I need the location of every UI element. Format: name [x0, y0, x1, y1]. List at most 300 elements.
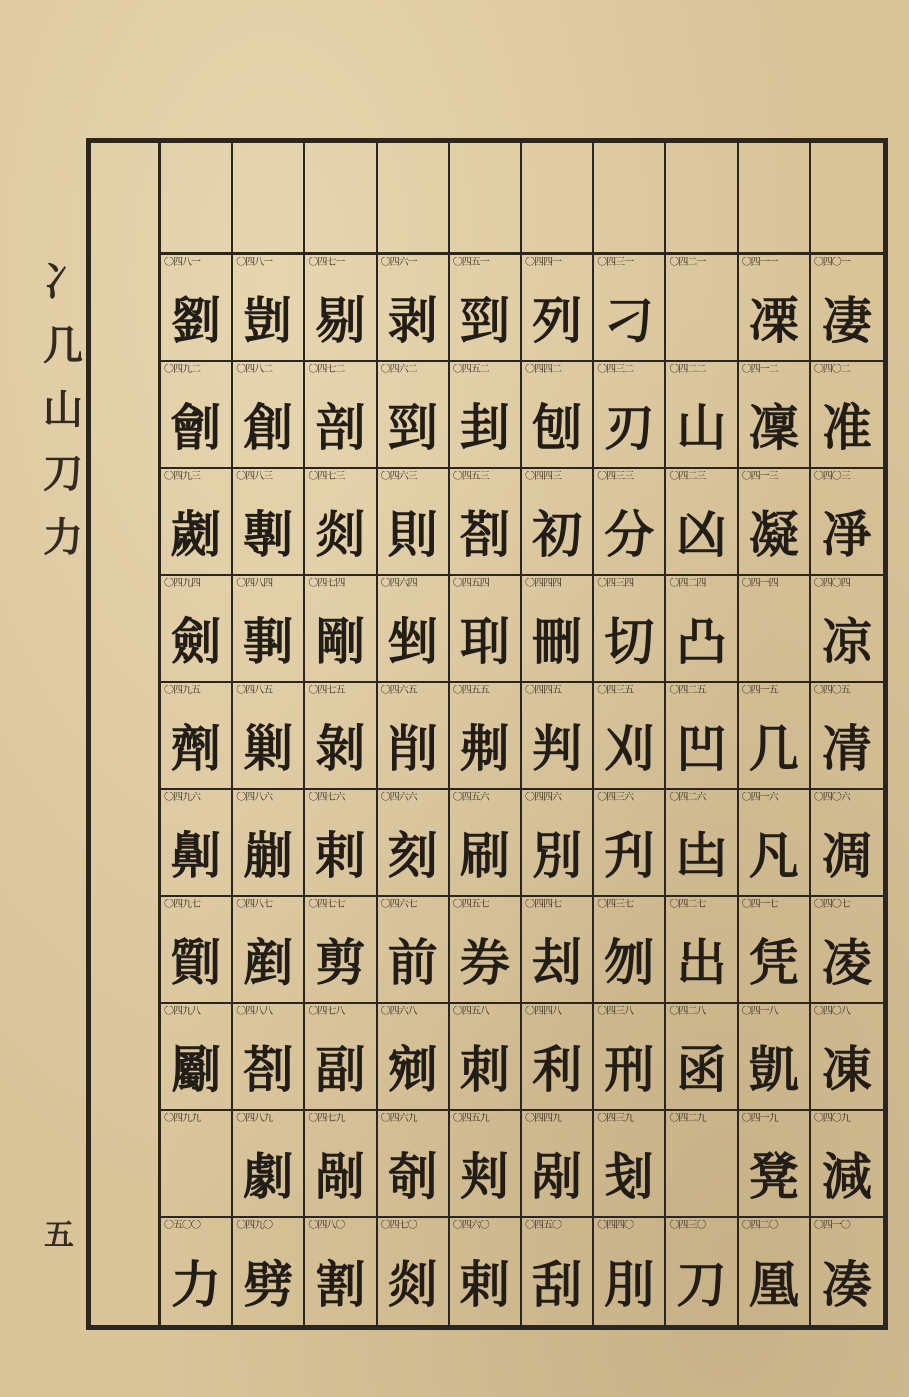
- character-cell: [233, 362, 305, 469]
- header-cell: [522, 143, 594, 252]
- telegraph-code-label: 〇四〇四: [813, 578, 850, 589]
- margin-radical-index: [38, 250, 88, 570]
- telegraph-code-label: 〇四〇一: [813, 257, 850, 268]
- telegraph-code-label: 〇四二七: [669, 899, 706, 910]
- character-cell: [594, 897, 666, 1004]
- telegraph-code-label: 〇四九五: [164, 685, 200, 696]
- character-glyph: 前: [387, 933, 438, 992]
- telegraph-code-label: 〇四三一: [597, 257, 634, 268]
- telegraph-code-label: 〇四二〇: [741, 1220, 778, 1231]
- character-glyph: 副: [315, 1040, 366, 1099]
- header-cell: [161, 143, 233, 252]
- character-cell: [666, 897, 738, 1004]
- character-glyph: 凷: [676, 826, 727, 885]
- character-glyph: 凊: [821, 719, 872, 778]
- character-cell: [739, 790, 811, 897]
- telegraph-code-label: 〇四五四: [452, 578, 489, 589]
- character-glyph: 刲: [459, 398, 510, 457]
- character-cell: [450, 683, 522, 790]
- telegraph-code-label: 〇四四一: [524, 257, 561, 268]
- character-glyph: 刨: [532, 398, 583, 457]
- character-glyph: 劉: [171, 291, 222, 350]
- character-glyph: 劈: [243, 1255, 294, 1314]
- header-cell: [811, 143, 883, 252]
- character-glyph: 刮: [532, 1255, 583, 1314]
- character-cell: [739, 1111, 811, 1218]
- telegraph-code-label: 〇四八九: [236, 1113, 273, 1124]
- character-cell: [233, 1004, 305, 1111]
- character-cell: [666, 576, 738, 683]
- character-cell: [522, 362, 594, 469]
- character-glyph: 刷: [459, 826, 510, 885]
- character-glyph: 剚: [243, 612, 294, 671]
- character-glyph: 刜: [459, 719, 510, 778]
- character-glyph: [161, 1131, 231, 1214]
- margin-radical-mountain: 山: [43, 386, 83, 433]
- telegraph-code-label: 〇四四八: [524, 1006, 561, 1017]
- telegraph-code-label: 〇四九七: [164, 899, 200, 910]
- character-cell: [450, 897, 522, 1004]
- character-cell: [233, 1218, 305, 1325]
- telegraph-code-label: 〇四四〇: [597, 1220, 634, 1231]
- telegraph-code-label: 〇四七九: [308, 1113, 345, 1124]
- telegraph-code-label: 〇四一二: [741, 364, 778, 375]
- character-cell: [450, 576, 522, 683]
- character-cell: [666, 469, 738, 576]
- character-glyph: 剸: [243, 505, 294, 564]
- telegraph-code-label: 〇四六一: [380, 257, 417, 268]
- character-cell: [522, 683, 594, 790]
- character-cell: [811, 1218, 883, 1325]
- character-glyph: 函: [676, 1040, 727, 1099]
- character-glyph: 刪: [532, 612, 583, 671]
- telegraph-code-label: 〇四二五: [669, 685, 706, 696]
- character-cell: [739, 362, 811, 469]
- character-cell: [811, 362, 883, 469]
- margin-radical-table: 几: [43, 322, 83, 369]
- character-cell: [305, 255, 377, 362]
- character-cell: [378, 1004, 450, 1111]
- character-glyph: [739, 596, 809, 679]
- character-glyph: 几: [748, 719, 799, 778]
- telegraph-code-label: 〇四九六: [164, 792, 200, 803]
- telegraph-code-label: 〇四四四: [524, 578, 561, 589]
- telegraph-code-label: 〇四八二: [236, 364, 273, 375]
- character-cell: [666, 790, 738, 897]
- character-glyph: 判: [532, 719, 583, 778]
- character-glyph: 凶: [676, 505, 727, 564]
- character-glyph: 剖: [315, 398, 366, 457]
- telegraph-code-label: 〇四〇六: [813, 792, 850, 803]
- character-glyph: 出: [676, 933, 727, 992]
- character-glyph: 刋: [604, 826, 655, 885]
- character-glyph: 列: [532, 291, 583, 350]
- character-glyph: 剌: [459, 1255, 510, 1314]
- telegraph-code-label: 〇四八六: [236, 792, 273, 803]
- telegraph-code-label: 〇四〇八: [813, 1006, 850, 1017]
- character-glyph: 刀: [676, 1255, 727, 1314]
- character-glyph: 凰: [748, 1255, 799, 1314]
- telegraph-code-label: 〇四六四: [380, 578, 417, 589]
- character-cell: [811, 469, 883, 576]
- telegraph-code-label: 〇四九九: [164, 1113, 200, 1124]
- character-cell: [378, 1218, 450, 1325]
- telegraph-code-label: 〇四五〇: [524, 1220, 561, 1231]
- telegraph-code-label: 〇四三九: [597, 1113, 634, 1124]
- character-cell: [811, 897, 883, 1004]
- character-cell: [305, 790, 377, 897]
- character-glyph: 切: [604, 612, 655, 671]
- character-cell: [161, 683, 233, 790]
- character-glyph: 准: [821, 398, 872, 457]
- character-glyph: 凱: [748, 1040, 799, 1099]
- character-glyph: 刾: [459, 1147, 510, 1206]
- character-glyph: 力: [171, 1255, 222, 1314]
- character-glyph: 剡: [315, 505, 366, 564]
- character-glyph: 剄: [387, 398, 438, 457]
- character-cell: [522, 790, 594, 897]
- character-glyph: 減: [821, 1147, 872, 1206]
- character-glyph: 刖: [604, 1255, 655, 1314]
- character-cell: [233, 469, 305, 576]
- character-cell: [450, 469, 522, 576]
- character-cell: [666, 362, 738, 469]
- telegraph-code-label: 〇四三二: [597, 364, 634, 375]
- telegraph-code-label: 〇四九二: [164, 364, 200, 375]
- character-glyph: 刺: [459, 1040, 510, 1099]
- telegraph-code-label: 〇四四九: [524, 1113, 561, 1124]
- telegraph-code-label: 〇四九八: [164, 1006, 200, 1017]
- telegraph-code-label: 〇四八一: [236, 257, 273, 268]
- telegraph-code-label: 〇四九〇: [236, 1220, 273, 1231]
- character-code-table: [86, 138, 888, 1330]
- character-cell: [161, 362, 233, 469]
- telegraph-code-label: 〇四一九: [741, 1113, 778, 1124]
- header-cell: [739, 143, 811, 252]
- character-glyph: [666, 1131, 736, 1214]
- telegraph-code-label: 〇四六二: [380, 364, 417, 375]
- character-glyph: 剞: [387, 1147, 438, 1206]
- character-cell: [378, 255, 450, 362]
- character-grid: [161, 255, 883, 1325]
- telegraph-code-label: 〇四七七: [308, 899, 345, 910]
- character-cell: [450, 255, 522, 362]
- telegraph-code-label: 〇四〇五: [813, 685, 850, 696]
- character-cell: [594, 683, 666, 790]
- telegraph-code-label: 〇四二一: [669, 257, 706, 268]
- character-glyph: 凄: [821, 291, 872, 350]
- character-cell: [161, 1004, 233, 1111]
- character-cell: [811, 255, 883, 362]
- character-cell: [305, 897, 377, 1004]
- character-cell: [378, 362, 450, 469]
- character-glyph: 利: [532, 1040, 583, 1099]
- telegraph-code-label: 〇四五七: [452, 899, 489, 910]
- character-cell: [450, 1004, 522, 1111]
- character-glyph: 別: [532, 826, 583, 885]
- character-cell: [161, 576, 233, 683]
- page-number: 五: [44, 1218, 74, 1253]
- character-glyph: 凹: [676, 719, 727, 778]
- character-cell: [811, 683, 883, 790]
- telegraph-code-label: 〇四九三: [164, 471, 200, 482]
- table-left-margin-column: [91, 143, 161, 1325]
- character-cell: [305, 576, 377, 683]
- character-glyph: 凍: [821, 1040, 872, 1099]
- character-cell: [522, 469, 594, 576]
- telegraph-code-label: 〇四二四: [669, 578, 706, 589]
- character-cell: [811, 1004, 883, 1111]
- margin-radical-power: 力: [43, 514, 83, 561]
- telegraph-code-label: 〇四八七: [236, 899, 273, 910]
- character-cell: [594, 469, 666, 576]
- character-cell: [233, 255, 305, 362]
- character-glyph: 凌: [821, 933, 872, 992]
- character-cell: [594, 255, 666, 362]
- character-cell: [161, 1218, 233, 1325]
- character-glyph: 凡: [748, 826, 799, 885]
- telegraph-code-label: 〇四六五: [380, 685, 417, 696]
- margin-radical-ice: 冫: [43, 258, 83, 305]
- telegraph-code-label: 〇四六九: [380, 1113, 417, 1124]
- telegraph-code-label: 〇四七一: [308, 257, 345, 268]
- character-cell: [378, 1111, 450, 1218]
- character-glyph: 剜: [387, 1040, 438, 1099]
- character-glyph: 創: [243, 398, 294, 457]
- telegraph-code-label: 〇四三五: [597, 685, 634, 696]
- character-cell: [233, 790, 305, 897]
- telegraph-code-label: 〇四六七: [380, 899, 417, 910]
- telegraph-code-label: 〇四三六: [597, 792, 634, 803]
- character-cell: [378, 790, 450, 897]
- character-cell: [811, 576, 883, 683]
- telegraph-code-label: 〇四八八: [236, 1006, 273, 1017]
- character-cell: [739, 897, 811, 1004]
- telegraph-code-label: 〇四二三: [669, 471, 706, 482]
- telegraph-code-label: 〇四〇三: [813, 471, 850, 482]
- character-cell: [666, 1004, 738, 1111]
- telegraph-code-label: 〇四四六: [524, 792, 561, 803]
- telegraph-code-label: 〇四五五: [452, 685, 489, 696]
- character-glyph: 剴: [243, 291, 294, 350]
- character-glyph: 劊: [171, 398, 222, 457]
- character-glyph: 凭: [748, 933, 799, 992]
- character-glyph: 剐: [532, 1147, 583, 1206]
- telegraph-code-label: 〇四八三: [236, 471, 273, 482]
- character-glyph: 刃: [604, 398, 655, 457]
- character-glyph: 刵: [459, 612, 510, 671]
- character-cell: [666, 1218, 738, 1325]
- header-cell: [233, 143, 305, 252]
- telegraph-code-label: 〇四一四: [741, 578, 778, 589]
- telegraph-code-label: 〇四六六: [380, 792, 417, 803]
- telegraph-code-label: 〇四七八: [308, 1006, 345, 1017]
- character-cell: [811, 790, 883, 897]
- header-cell: [594, 143, 666, 252]
- character-cell: [450, 362, 522, 469]
- character-glyph: 剳: [459, 505, 510, 564]
- character-glyph: 劚: [171, 1040, 222, 1099]
- telegraph-code-label: 〇四七六: [308, 792, 345, 803]
- character-cell: [522, 1004, 594, 1111]
- character-glyph: 剔: [315, 291, 366, 350]
- character-glyph: 剿: [243, 719, 294, 778]
- character-glyph: 剥: [387, 291, 438, 350]
- character-cell: [522, 1218, 594, 1325]
- character-glyph: [666, 275, 736, 358]
- character-glyph: 劓: [171, 826, 222, 885]
- table-header-row: [161, 143, 883, 255]
- character-glyph: 劕: [171, 933, 222, 992]
- character-glyph: 凸: [676, 612, 727, 671]
- character-cell: [161, 469, 233, 576]
- telegraph-code-label: 〇四四七: [524, 899, 561, 910]
- character-glyph: 剛: [315, 612, 366, 671]
- character-cell: [378, 576, 450, 683]
- character-glyph: 刑: [604, 1040, 655, 1099]
- character-cell: [378, 683, 450, 790]
- telegraph-code-label: 〇四六八: [380, 1006, 417, 1017]
- telegraph-code-label: 〇四七〇: [380, 1220, 417, 1231]
- character-glyph: 剡: [387, 1255, 438, 1314]
- character-cell: [739, 576, 811, 683]
- telegraph-code-label: 〇四五二: [452, 364, 489, 375]
- character-glyph: 券: [459, 933, 510, 992]
- telegraph-code-label: 〇四二二: [669, 364, 706, 375]
- character-cell: [305, 1111, 377, 1218]
- telegraph-code-label: 〇四八五: [236, 685, 273, 696]
- telegraph-code-label: 〇四二八: [669, 1006, 706, 1017]
- character-glyph: 刁: [604, 291, 655, 350]
- character-cell: [522, 897, 594, 1004]
- telegraph-code-label: 〇四三七: [597, 899, 634, 910]
- telegraph-code-label: 〇四三四: [597, 578, 634, 589]
- character-cell: [739, 1004, 811, 1111]
- character-glyph: 劇: [243, 1147, 294, 1206]
- character-glyph: 剳: [243, 1040, 294, 1099]
- telegraph-code-label: 〇四一七: [741, 899, 778, 910]
- character-glyph: 凉: [821, 612, 872, 671]
- character-cell: [739, 1218, 811, 1325]
- telegraph-code-label: 〇四一八: [741, 1006, 778, 1017]
- telegraph-code-label: 〇四五三: [452, 471, 489, 482]
- telegraph-code-label: 〇五〇〇: [164, 1220, 200, 1231]
- character-cell: [594, 1004, 666, 1111]
- telegraph-code-label: 〇四四三: [524, 471, 561, 482]
- character-glyph: 剪: [315, 933, 366, 992]
- telegraph-code-label: 〇四四五: [524, 685, 561, 696]
- character-cell: [450, 1111, 522, 1218]
- header-cell: [305, 143, 377, 252]
- character-cell: [666, 683, 738, 790]
- character-glyph: 剌: [315, 826, 366, 885]
- telegraph-code-label: 〇四二九: [669, 1113, 706, 1124]
- character-glyph: 劑: [171, 719, 222, 778]
- character-cell: [161, 790, 233, 897]
- telegraph-code-label: 〇四七三: [308, 471, 345, 482]
- character-cell: [522, 1111, 594, 1218]
- character-cell: [233, 576, 305, 683]
- character-cell: [233, 897, 305, 1004]
- telegraph-code-label: 〇四六〇: [452, 1220, 489, 1231]
- character-glyph: 刦: [532, 933, 583, 992]
- telegraph-code-label: 〇四三三: [597, 471, 634, 482]
- character-cell: [739, 469, 811, 576]
- character-cell: [305, 1218, 377, 1325]
- character-glyph: 初: [532, 505, 583, 564]
- character-glyph: 刬: [604, 1147, 655, 1206]
- character-glyph: 刎: [604, 933, 655, 992]
- character-glyph: 分: [604, 505, 655, 564]
- character-cell: [450, 790, 522, 897]
- telegraph-code-label: 〇四五一: [452, 257, 489, 268]
- character-cell: [522, 255, 594, 362]
- character-cell: [522, 576, 594, 683]
- character-glyph: 劍: [171, 612, 222, 671]
- telegraph-code-label: 〇四五六: [452, 792, 489, 803]
- character-cell: [305, 683, 377, 790]
- header-cell: [450, 143, 522, 252]
- character-glyph: 凈: [821, 505, 872, 564]
- telegraph-code-label: 〇四一三: [741, 471, 778, 482]
- telegraph-code-label: 〇四七二: [308, 364, 345, 375]
- character-glyph: 剻: [243, 826, 294, 885]
- header-cell: [666, 143, 738, 252]
- character-glyph: 凝: [748, 505, 799, 564]
- character-cell: [739, 255, 811, 362]
- margin-radical-knife: 刀: [43, 450, 83, 497]
- character-glyph: 剉: [387, 612, 438, 671]
- telegraph-code-label: 〇四八〇: [308, 1220, 345, 1231]
- telegraph-code-label: 〇四一五: [741, 685, 778, 696]
- character-cell: [594, 362, 666, 469]
- character-cell: [450, 1218, 522, 1325]
- header-cell: [378, 143, 450, 252]
- telegraph-code-label: 〇四三〇: [669, 1220, 706, 1231]
- character-glyph: 削: [387, 719, 438, 778]
- telegraph-code-label: 〇四〇七: [813, 899, 850, 910]
- telegraph-code-label: 〇四五八: [452, 1006, 489, 1017]
- character-cell: [161, 1111, 233, 1218]
- telegraph-code-label: 〇四八一: [164, 257, 200, 268]
- character-cell: [594, 1218, 666, 1325]
- telegraph-code-label: 〇四一六: [741, 792, 778, 803]
- character-cell: [739, 683, 811, 790]
- telegraph-code-label: 〇四四二: [524, 364, 561, 375]
- character-glyph: 山: [676, 398, 727, 457]
- telegraph-code-label: 〇四〇九: [813, 1113, 850, 1124]
- character-glyph: 割: [315, 1255, 366, 1314]
- character-glyph: 剮: [315, 1147, 366, 1206]
- telegraph-code-label: 〇四〇二: [813, 364, 850, 375]
- character-glyph: 刈: [604, 719, 655, 778]
- character-glyph: 凳: [748, 1147, 799, 1206]
- telegraph-code-label: 〇四七四: [308, 578, 345, 589]
- character-cell: [378, 469, 450, 576]
- telegraph-code-label: 〇四三八: [597, 1006, 634, 1017]
- character-cell: [305, 469, 377, 576]
- character-glyph: 剝: [315, 719, 366, 778]
- character-cell: [594, 1111, 666, 1218]
- telegraph-code-label: 〇四五九: [452, 1113, 489, 1124]
- character-cell: [161, 897, 233, 1004]
- character-glyph: 則: [387, 505, 438, 564]
- character-cell: [233, 683, 305, 790]
- character-cell: [305, 362, 377, 469]
- character-cell: [161, 255, 233, 362]
- character-cell: [305, 1004, 377, 1111]
- telegraph-code-label: 〇四一〇: [813, 1220, 850, 1231]
